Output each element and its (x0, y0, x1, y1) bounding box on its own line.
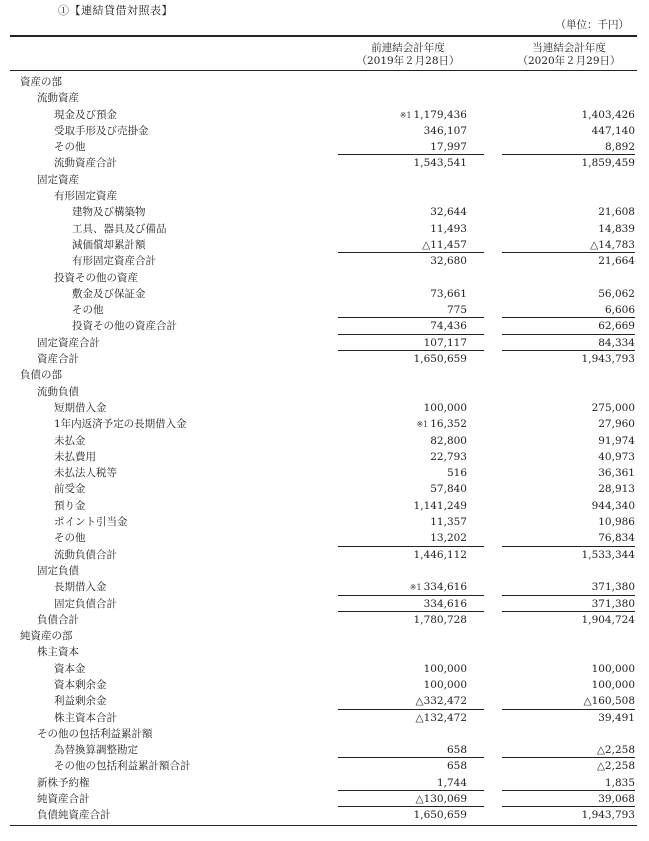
current-year-value: △2,258 (596, 744, 635, 757)
row-label: 有形固定資産 (54, 190, 117, 203)
prior-year-amount: 107,117 (423, 336, 467, 349)
prior-year-value (424, 661, 467, 677)
prior-year-amount: 1,543,541 (413, 157, 467, 170)
prior-year-value (430, 253, 467, 269)
row-label: 資産の部 (20, 76, 62, 88)
table-row (0, 465, 649, 481)
prior-year-value (424, 123, 467, 139)
prior-year-amount: △11,457 (422, 238, 467, 251)
prior-year-amount: 82,800 (430, 434, 467, 447)
current-year-value: 944,340 (591, 499, 635, 512)
current-year-value: △160,508 (583, 695, 635, 708)
table-row (0, 498, 649, 514)
row-label: 固定資産合計 (37, 336, 100, 349)
current-year-value: 36,361 (598, 467, 635, 480)
table-row (0, 579, 649, 595)
prior-year-value (430, 286, 467, 302)
prior-year-value (447, 302, 467, 318)
table-row (0, 139, 649, 155)
row-label: 流動資産合計 (54, 157, 117, 170)
table-row (0, 807, 649, 823)
current-year-value: 21,608 (598, 206, 635, 219)
row-label: その他の包括利益累計額合計 (54, 760, 191, 773)
current-year-value: 6,606 (604, 304, 635, 317)
prior-year-amount: △132,472 (415, 711, 467, 724)
prior-year-amount: 1,446,112 (413, 548, 467, 561)
current-year-value: 28,913 (598, 483, 635, 496)
prior-year-value (414, 351, 467, 367)
current-year-value: 1,403,426 (581, 108, 635, 121)
top-rule (10, 35, 637, 37)
header-rule (10, 70, 637, 71)
prior-year-amount: △332,472 (415, 695, 467, 708)
row-label: 投資その他の資産合計 (72, 320, 177, 333)
row-label: 固定負債合計 (54, 597, 117, 610)
prior-year-amount: 13,202 (430, 532, 467, 545)
balance-sheet-table (0, 74, 649, 824)
note-marker: ※1 (416, 420, 429, 430)
table-row (0, 204, 649, 220)
current-year-value: 14,839 (598, 222, 635, 235)
prior-year-amount: 1,744 (436, 776, 467, 789)
current-year-value: 1,859,459 (581, 157, 635, 170)
row-label: その他 (54, 532, 86, 545)
prior-year-value (430, 221, 467, 237)
row-label: 株主資本 (37, 646, 79, 659)
current-year-value: 1,943,793 (581, 353, 635, 366)
current-year-value: △2,258 (596, 760, 635, 773)
current-year-value: 76,834 (598, 532, 635, 545)
row-label: 預り金 (54, 499, 86, 512)
prior-year-value (437, 775, 467, 791)
current-year-value: 1,943,793 (581, 809, 635, 822)
prior-year-value (424, 335, 467, 351)
table-row (0, 335, 649, 351)
unit-label: （単位：千円） (555, 19, 629, 31)
note-marker: ※1 (399, 110, 412, 120)
table-row (0, 481, 649, 497)
table-row (0, 188, 649, 204)
prior-year-value (430, 318, 467, 334)
prior-year-value (424, 596, 467, 612)
current-year-value: 91,974 (598, 434, 635, 447)
current-year-value: 371,380 (591, 581, 635, 594)
row-label: 流動負債 (37, 385, 79, 398)
row-label: 未払費用 (54, 450, 96, 463)
table-row (0, 710, 649, 726)
current-year-value: 100,000 (591, 662, 635, 675)
table-row (0, 221, 649, 237)
prior-year-value (447, 758, 467, 774)
row-label: 純資産の部 (20, 630, 73, 643)
row-label: 長期借入金 (54, 581, 107, 594)
prior-year-amount: 32,644 (430, 206, 467, 219)
prior-year-amount: 11,493 (430, 222, 467, 235)
row-label: その他 (54, 141, 86, 154)
table-row (0, 155, 649, 171)
prior-year-value (414, 498, 467, 514)
column-header-current-year-title: 当連結会計年度 (532, 42, 606, 54)
table-row (0, 661, 649, 677)
row-label: 現金及び預金 (54, 108, 117, 121)
prior-year-value (414, 807, 467, 823)
prior-year-amount: △130,069 (415, 793, 467, 806)
prior-year-value (447, 465, 467, 481)
table-row (0, 384, 649, 400)
table-row (0, 449, 649, 465)
prior-year-value (400, 107, 467, 124)
prior-year-value (416, 416, 467, 433)
row-label: 為替換算調整勘定 (54, 744, 138, 757)
current-year-value: 56,062 (598, 287, 635, 300)
table-row (0, 791, 649, 807)
prior-year-value (416, 791, 468, 807)
prior-year-amount: 16,352 (430, 418, 467, 431)
prior-year-value (414, 547, 467, 563)
row-label: その他の包括利益累計額 (37, 727, 153, 740)
current-year-value: 371,380 (591, 597, 635, 610)
current-year-value: 1,835 (604, 776, 635, 789)
column-header-current-year-date: （2020年２月29日） (517, 55, 621, 67)
current-year-value: 8,892 (604, 141, 635, 154)
prior-year-amount: 334,616 (423, 581, 467, 594)
prior-year-amount: 32,680 (430, 255, 467, 268)
row-label: 資本金 (54, 662, 86, 675)
row-label: 工具、器具及び備品 (72, 222, 167, 235)
prior-year-amount: 1,179,436 (413, 108, 467, 121)
table-row (0, 416, 649, 432)
current-year-value: 1,904,724 (581, 613, 635, 626)
row-label: 株主資本合計 (54, 711, 117, 724)
current-year-value: 275,000 (591, 401, 635, 414)
prior-year-value (416, 693, 468, 709)
row-label: 流動負債合計 (54, 548, 117, 561)
current-year-value: 40,973 (598, 450, 635, 463)
prior-year-amount: 775 (446, 304, 467, 317)
prior-year-amount: 1,141,249 (413, 499, 467, 512)
table-row (0, 351, 649, 367)
current-year-value: 27,960 (598, 418, 635, 431)
table-row (0, 367, 649, 383)
table-row (0, 90, 649, 106)
statement-title: ①【連結貸借対照表】 (58, 4, 173, 17)
table-row (0, 530, 649, 546)
prior-year-amount: 1,650,659 (413, 809, 467, 822)
row-label: 建物及び構築物 (72, 206, 146, 219)
table-row (0, 270, 649, 286)
prior-year-amount: 346,107 (423, 124, 467, 137)
table-row (0, 775, 649, 791)
prior-year-amount: 73,661 (430, 287, 467, 300)
row-label: 短期借入金 (54, 401, 107, 414)
table-row (0, 596, 649, 612)
prior-year-amount: 658 (446, 760, 467, 773)
prior-year-value (430, 481, 467, 497)
note-marker: ※1 (409, 583, 422, 593)
table-row (0, 742, 649, 758)
current-year-value: 39,491 (598, 711, 635, 724)
table-row (0, 547, 649, 563)
row-label: 固定資産 (37, 173, 79, 186)
current-year-value: 84,334 (598, 336, 635, 349)
prior-year-amount: 74,436 (430, 320, 467, 333)
prior-year-amount: 100,000 (423, 678, 467, 691)
table-row (0, 400, 649, 416)
table-row (0, 107, 649, 123)
table-row (0, 758, 649, 774)
current-year-value: 1,533,344 (581, 548, 635, 561)
row-label: 前受金 (54, 483, 86, 496)
current-year-value: 100,000 (591, 678, 635, 691)
row-label: 固定負債 (37, 564, 79, 577)
table-row (0, 286, 649, 302)
prior-year-value (414, 612, 467, 628)
row-label: 未払法人税等 (54, 467, 117, 480)
prior-year-amount: 334,616 (423, 597, 467, 610)
table-row (0, 677, 649, 693)
prior-year-value (424, 677, 467, 693)
prior-year-value (447, 742, 467, 758)
prior-year-value (430, 433, 467, 449)
current-year-value: 62,669 (598, 320, 635, 333)
row-label: 負債純資産合計 (37, 809, 111, 822)
row-label: 純資産合計 (37, 793, 90, 806)
prior-year-value (430, 449, 467, 465)
table-row (0, 726, 649, 742)
prior-year-amount: 17,997 (430, 141, 467, 154)
prior-year-amount: 57,840 (430, 483, 467, 496)
table-row (0, 318, 649, 334)
prior-year-value (430, 514, 467, 530)
row-label: 有形固定資産合計 (72, 255, 156, 268)
current-year-value: 447,140 (591, 124, 635, 137)
row-label: 負債合計 (37, 613, 79, 626)
prior-year-amount: 100,000 (423, 401, 467, 414)
prior-year-value (430, 530, 467, 546)
row-label: 投資その他の資産 (54, 271, 138, 284)
current-year-value: 39,068 (598, 793, 635, 806)
table-row (0, 253, 649, 269)
table-row (0, 172, 649, 188)
prior-year-value (430, 204, 467, 220)
row-label: 利益剰余金 (54, 695, 107, 708)
prior-year-amount: 22,793 (430, 450, 467, 463)
row-label: ポイント引当金 (54, 516, 128, 529)
prior-year-amount: 1,650,659 (413, 353, 467, 366)
row-label: 新株予約権 (37, 776, 90, 789)
row-label: 未払金 (54, 434, 86, 447)
table-row (0, 123, 649, 139)
prior-year-value (414, 155, 467, 171)
row-label: 資産合計 (37, 353, 79, 366)
prior-year-amount: 11,357 (430, 516, 467, 529)
prior-year-amount: 100,000 (423, 662, 467, 675)
prior-year-amount: 658 (446, 744, 467, 757)
prior-year-value (416, 710, 468, 726)
table-row (0, 612, 649, 628)
current-year-value: △14,783 (590, 238, 635, 251)
prior-year-amount: 1,780,728 (413, 613, 467, 626)
prior-year-value (430, 139, 467, 155)
column-header-current-year (494, 42, 644, 68)
table-row (0, 563, 649, 579)
row-label: 受取手形及び売掛金 (54, 124, 149, 137)
bottom-rule (10, 825, 637, 826)
prior-year-value (422, 237, 467, 253)
table-row (0, 302, 649, 318)
current-year-value: 10,986 (598, 516, 635, 529)
prior-year-value (424, 400, 467, 416)
row-label: 資本剰余金 (54, 678, 107, 691)
prior-year-amount: 516 (446, 467, 467, 480)
row-label: 流動資産 (37, 92, 79, 105)
table-row (0, 74, 649, 90)
table-row (0, 237, 649, 253)
table-row (0, 644, 649, 660)
table-row (0, 628, 649, 644)
column-header-prior-year-title: 前連結会計年度 (371, 42, 445, 54)
table-row (0, 433, 649, 449)
column-header-prior-year-date: （2019年２月28日） (356, 55, 460, 67)
column-header-prior-year (333, 42, 483, 68)
table-row (0, 514, 649, 530)
row-label: 1年内返済予定の長期借入金 (54, 418, 187, 431)
current-year-value: 21,664 (598, 255, 635, 268)
row-label: 敷金及び保証金 (72, 287, 146, 300)
row-label: 減価償却累計額 (72, 238, 146, 251)
row-label: 負債の部 (20, 369, 62, 382)
row-label: その他 (72, 304, 104, 317)
table-row (0, 693, 649, 709)
